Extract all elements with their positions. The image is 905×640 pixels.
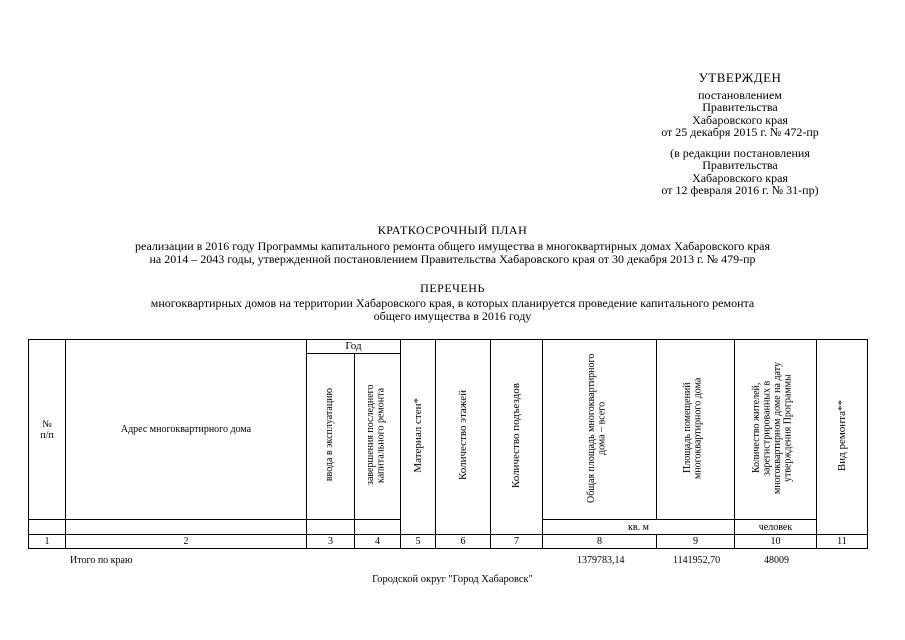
column-number: 10	[735, 535, 817, 549]
approval-stamp	[620, 72, 860, 197]
plan-subtitle-line: реализации в 2016 году Программы капитального ремонта общего имущества в многоквартирных домах Хабаровского края	[134, 239, 771, 253]
header-entrances: Количество подъездов	[491, 340, 543, 535]
column-number: 7	[491, 535, 543, 549]
units-area: кв. м	[543, 520, 735, 535]
list-title: ПЕРЕЧЕНЬ	[420, 281, 485, 295]
residents-value: 48009	[764, 555, 789, 566]
approval-line: Хабаровского края	[692, 112, 788, 127]
column-number: 6	[436, 535, 491, 549]
section-heading: Городской округ "Город Хабаровск"	[372, 574, 533, 585]
header-year-last-repair: завершения последнего капитального ремонта	[355, 354, 401, 520]
total-label: Итого по краю	[70, 555, 133, 566]
plan-subtitle	[0, 240, 905, 265]
column-number: 2	[66, 535, 307, 549]
header-address: Адрес многоквартирного дома	[66, 340, 307, 520]
revision-line: Хабаровского края	[692, 170, 788, 185]
approval-line: Правительства	[702, 100, 778, 114]
units-people: человек	[735, 520, 817, 535]
header-repair-type: Вид ремонта**	[817, 340, 868, 535]
column-number: 1	[29, 535, 66, 549]
header-total-area: Общая площадь многоквартирного дома – всего	[543, 340, 657, 520]
list-subtitle-line: многоквартирных домов на территории Хабаровского края, в которых планируется проведение капитального ремонта	[150, 296, 755, 310]
header-floors: Количество этажей	[436, 340, 491, 535]
approval-title: УТВЕРЖДЕН	[698, 70, 782, 85]
revision-line: (в редакции постановления	[670, 145, 810, 160]
revision-line: Правительства	[702, 158, 778, 172]
column-number: 4	[355, 535, 401, 549]
column-number: 9	[657, 535, 735, 549]
premises-area-value: 1141952,70	[673, 555, 721, 566]
header-year-group: Год	[307, 340, 401, 354]
houses-table	[28, 339, 868, 549]
header-residents: Количество жителей, зарегистрированных в многоквартирном доме на дату утверждения Программы	[735, 340, 817, 520]
column-number: 3	[307, 535, 355, 549]
plan-subtitle-line: на 2014 – 2043 годы, утвержденной постановлением Правительства Хабаровского края от 30 декабря 2013 г. № 479-пр	[149, 251, 756, 266]
approval-line: от 25 декабря 2015 г. № 472-пр	[661, 125, 819, 139]
header-num: № п/п	[29, 340, 66, 520]
approval-line: постановлением	[698, 87, 782, 102]
list-subtitle-line: общего имущества в 2016 году	[373, 308, 532, 323]
revision-line: от 12 февраля 2016 г. № 31-пр)	[661, 183, 819, 197]
plan-title: КРАТКОСРОЧНЫЙ ПЛАН	[377, 223, 528, 237]
column-number: 11	[817, 535, 868, 549]
header-year-built: ввода в эксплуатацию	[307, 354, 355, 520]
total-area-value: 1379783,14	[577, 555, 625, 566]
column-number: 8	[543, 535, 657, 549]
header-wall-material: Материал стен*	[401, 340, 436, 535]
list-subtitle	[0, 297, 905, 322]
header-premises-area: Площадь помещений многоквартирного дома	[657, 340, 735, 520]
column-number: 5	[401, 535, 436, 549]
